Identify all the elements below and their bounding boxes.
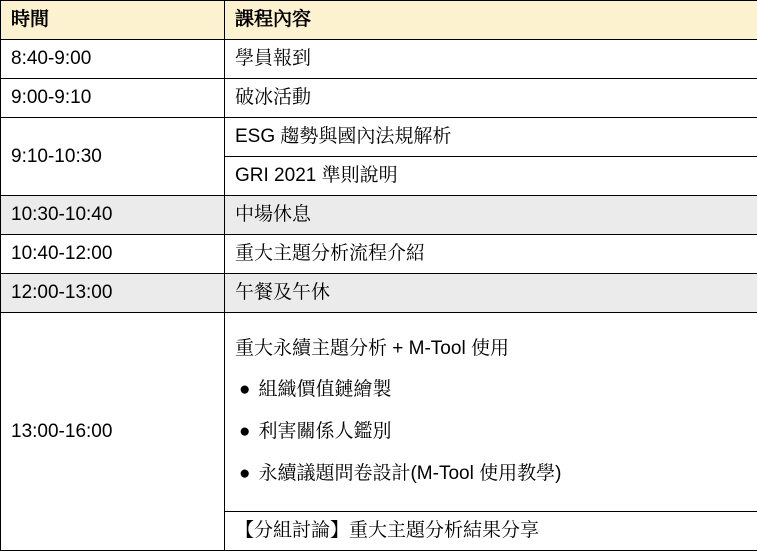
cell-time: 12:00-13:00 xyxy=(1,274,225,313)
activity-line: 重大永續主題分析 + M-Tool 使用 xyxy=(235,337,509,359)
table-row xyxy=(1,118,757,157)
cell-content-block xyxy=(225,313,757,512)
cell-content: 中場休息 xyxy=(225,196,757,235)
table-header-row xyxy=(1,1,757,40)
table-row xyxy=(1,40,757,79)
activity-line-label: 組織價值鏈繪製 xyxy=(258,379,392,401)
table-row xyxy=(1,274,757,313)
cell-time: 10:30-10:40 xyxy=(1,196,225,235)
cell-content: ESG 趨勢與國內法規解析 xyxy=(225,118,757,157)
table-body xyxy=(1,40,757,551)
activity-line xyxy=(235,377,747,403)
cell-time: 8:40-9:00 xyxy=(1,40,225,79)
bullet-icon: ● xyxy=(239,462,251,484)
table-row xyxy=(1,196,757,235)
table-row xyxy=(1,313,757,512)
table-header xyxy=(1,1,757,40)
cell-content: 【分組討論】重大主題分析結果分享 xyxy=(225,512,757,551)
afternoon-activity-list xyxy=(235,328,747,497)
cell-time: 9:10-10:30 xyxy=(1,118,225,196)
cell-content: 重大主題分析流程介紹 xyxy=(225,235,757,274)
table-row xyxy=(1,235,757,274)
activity-line xyxy=(235,461,747,487)
cell-content: 學員報到 xyxy=(225,40,757,79)
activity-line-label: 利害關係人鑑別 xyxy=(258,421,392,442)
cell-time: 10:40-12:00 xyxy=(1,235,225,274)
bullet-icon: ● xyxy=(239,421,251,442)
column-header-time: 時間 xyxy=(1,1,225,40)
activity-line xyxy=(235,419,747,445)
activity-line-label: 永續議題問卷設計(M-Tool 使用教學) xyxy=(258,462,562,484)
cell-content: GRI 2021 準則說明 xyxy=(225,157,757,196)
cell-content: 午餐及午休 xyxy=(225,274,757,313)
column-header-content: 課程內容 xyxy=(225,1,757,40)
cell-time: 13:00-16:00 xyxy=(1,313,225,551)
cell-time: 9:00-9:10 xyxy=(1,79,225,118)
cell-content: 破冰活動 xyxy=(225,79,757,118)
table-row xyxy=(1,79,757,118)
bullet-icon: ● xyxy=(239,379,251,401)
